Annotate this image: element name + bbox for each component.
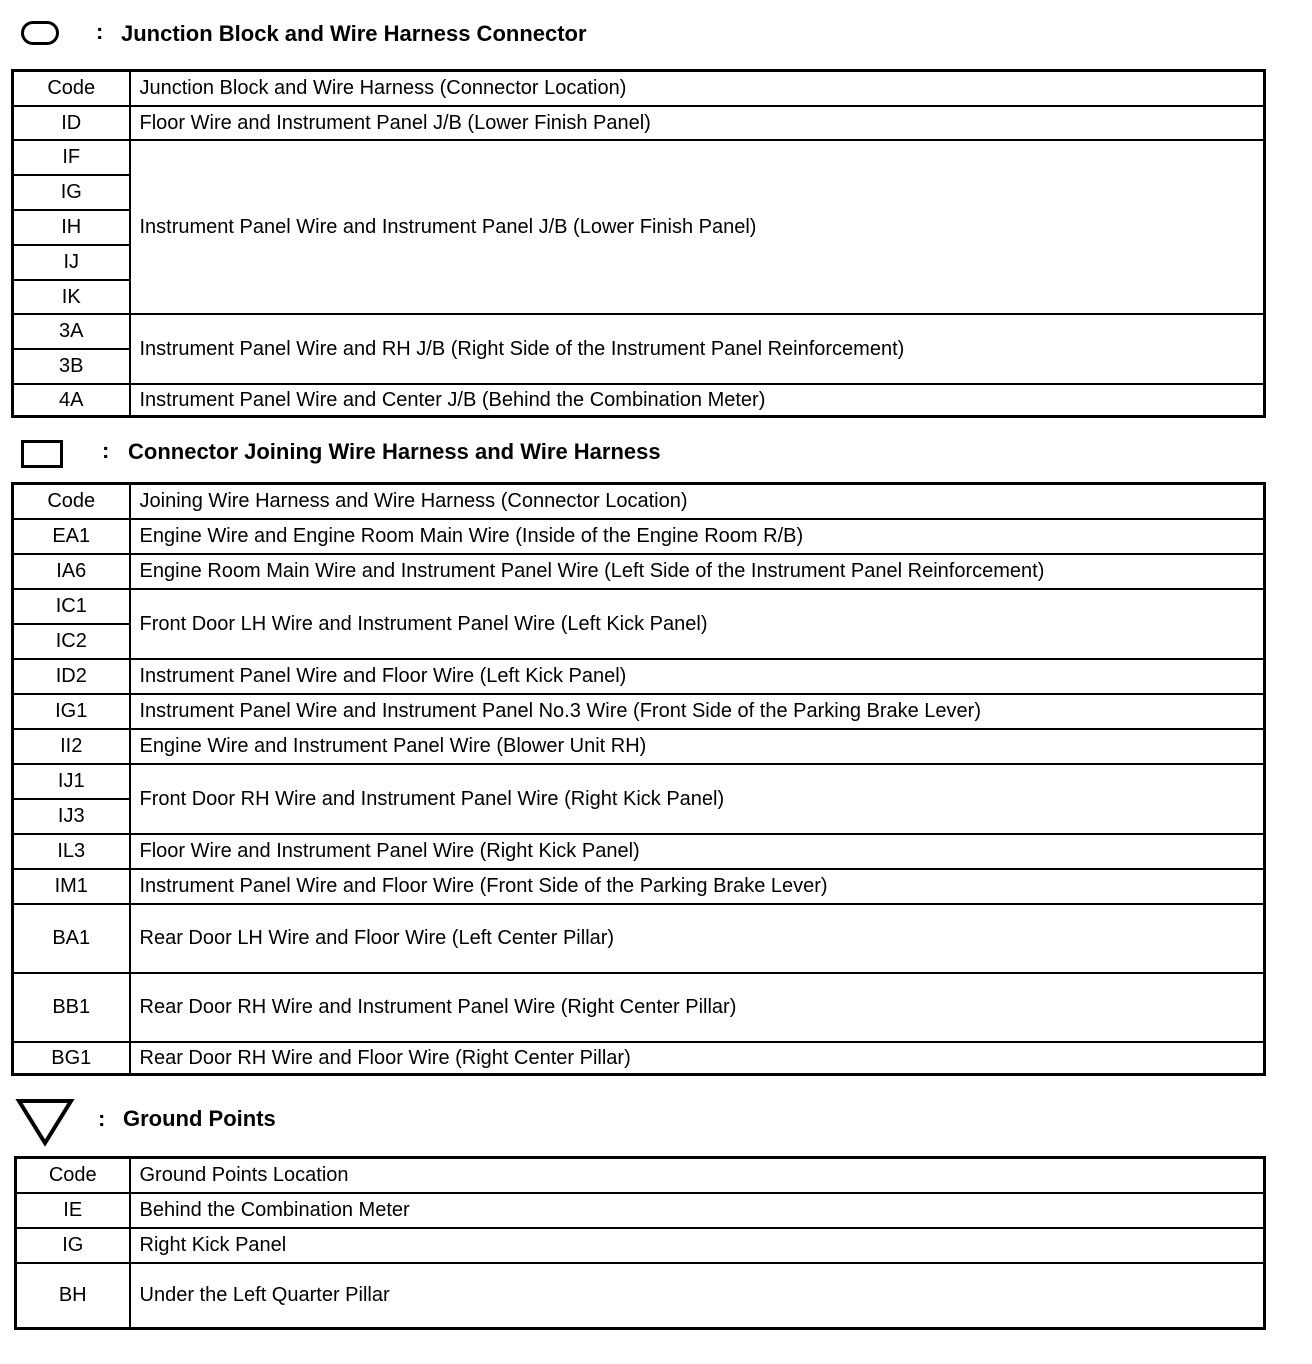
- rounded-rectangle-icon: [21, 21, 59, 45]
- location-cell: Under the Left Quarter Pillar: [130, 1263, 1265, 1329]
- location-cell: Front Door RH Wire and Instrument Panel Wire (Right Kick Panel): [130, 764, 1265, 834]
- square-icon: [21, 440, 63, 468]
- connector-section-header: [0, 430, 1312, 470]
- table-row: [13, 589, 1265, 624]
- code-cell: II2: [13, 729, 130, 764]
- code-cell: 3A: [13, 314, 130, 349]
- code-cell: BB1: [13, 973, 130, 1042]
- code-cell: IK: [13, 280, 130, 314]
- junction-table: [11, 69, 1266, 418]
- junction-section-header: [0, 14, 1312, 54]
- table-row: [13, 140, 1265, 175]
- ground-section-title: Ground Points: [123, 1106, 276, 1131]
- table-row: [13, 1042, 1265, 1075]
- table-row: [13, 519, 1265, 554]
- table-header-row: [16, 1158, 1265, 1193]
- location-cell: Behind the Combination Meter: [130, 1193, 1265, 1228]
- code-cell: ID2: [13, 659, 130, 694]
- table-row: [13, 904, 1265, 973]
- table-row: [13, 694, 1265, 729]
- table-row: [13, 554, 1265, 589]
- header-description: Joining Wire Harness and Wire Harness (Connector Location): [130, 484, 1265, 519]
- location-cell: Floor Wire and Instrument Panel J/B (Lower Finish Panel): [130, 106, 1265, 140]
- connector-section-title: Connector Joining Wire Harness and Wire Harness: [128, 439, 661, 464]
- ground-section-header: [0, 1097, 1312, 1137]
- table-row: [13, 314, 1265, 349]
- location-cell: Floor Wire and Instrument Panel Wire (Right Kick Panel): [130, 834, 1265, 869]
- location-cell: Instrument Panel Wire and Instrument Panel J/B (Lower Finish Panel): [130, 140, 1265, 314]
- table-row: [13, 106, 1265, 140]
- table-row: [13, 659, 1265, 694]
- code-cell: IC1: [13, 589, 130, 624]
- location-cell: Instrument Panel Wire and RH J/B (Right Side of the Instrument Panel Reinforcement): [130, 314, 1265, 384]
- connector-table: [11, 482, 1266, 1076]
- code-cell: IJ3: [13, 799, 130, 834]
- code-cell: IE: [16, 1193, 130, 1228]
- code-cell: IG1: [13, 694, 130, 729]
- colon: :: [96, 19, 104, 44]
- table-row: [13, 973, 1265, 1042]
- code-cell: 4A: [13, 384, 130, 417]
- table-row: [13, 869, 1265, 904]
- code-cell: IH: [13, 210, 130, 245]
- code-cell: IG: [16, 1228, 130, 1263]
- location-cell: Engine Wire and Instrument Panel Wire (Blower Unit RH): [130, 729, 1265, 764]
- location-cell: Engine Wire and Engine Room Main Wire (Inside of the Engine Room R/B): [130, 519, 1265, 554]
- code-cell: IJ: [13, 245, 130, 280]
- code-cell: 3B: [13, 349, 130, 384]
- junction-section-title: Junction Block and Wire Harness Connector: [121, 21, 587, 46]
- ground-table: [14, 1156, 1266, 1330]
- location-cell: Rear Door LH Wire and Floor Wire (Left Center Pillar): [130, 904, 1265, 973]
- location-cell: Rear Door RH Wire and Instrument Panel Wire (Right Center Pillar): [130, 973, 1265, 1042]
- code-cell: IG: [13, 175, 130, 210]
- table-row: [13, 764, 1265, 799]
- table-row: [13, 729, 1265, 764]
- code-cell: EA1: [13, 519, 130, 554]
- table-row: [13, 384, 1265, 417]
- colon: :: [98, 1106, 106, 1131]
- location-cell: Instrument Panel Wire and Floor Wire (Front Side of the Parking Brake Lever): [130, 869, 1265, 904]
- table-row: [13, 834, 1265, 869]
- location-cell: Engine Room Main Wire and Instrument Panel Wire (Left Side of the Instrument Panel Reinforcement): [130, 554, 1265, 589]
- location-cell: Instrument Panel Wire and Floor Wire (Left Kick Panel): [130, 659, 1265, 694]
- header-code: Code: [13, 71, 130, 106]
- header-description: Ground Points Location: [130, 1158, 1265, 1193]
- location-cell: Instrument Panel Wire and Center J/B (Behind the Combination Meter): [130, 384, 1265, 417]
- header-description: Junction Block and Wire Harness (Connector Location): [130, 71, 1265, 106]
- table-header-row: [13, 484, 1265, 519]
- code-cell: IA6: [13, 554, 130, 589]
- triangle-icon: [15, 1097, 75, 1149]
- code-cell: ID: [13, 106, 130, 140]
- code-cell: BH: [16, 1263, 130, 1329]
- location-cell: Front Door LH Wire and Instrument Panel Wire (Left Kick Panel): [130, 589, 1265, 659]
- code-cell: IL3: [13, 834, 130, 869]
- location-cell: Rear Door RH Wire and Floor Wire (Right Center Pillar): [130, 1042, 1265, 1075]
- table-row: [16, 1263, 1265, 1329]
- code-cell: BG1: [13, 1042, 130, 1075]
- code-cell: BA1: [13, 904, 130, 973]
- header-code: Code: [16, 1158, 130, 1193]
- location-cell: Instrument Panel Wire and Instrument Panel No.3 Wire (Front Side of the Parking Brake Lever): [130, 694, 1265, 729]
- code-cell: IJ1: [13, 764, 130, 799]
- code-cell: IM1: [13, 869, 130, 904]
- location-cell: Right Kick Panel: [130, 1228, 1265, 1263]
- header-code: Code: [13, 484, 130, 519]
- code-cell: IF: [13, 140, 130, 175]
- table-header-row: [13, 71, 1265, 106]
- code-cell: IC2: [13, 624, 130, 659]
- colon: :: [102, 438, 110, 463]
- table-row: [16, 1193, 1265, 1228]
- table-row: [16, 1228, 1265, 1263]
